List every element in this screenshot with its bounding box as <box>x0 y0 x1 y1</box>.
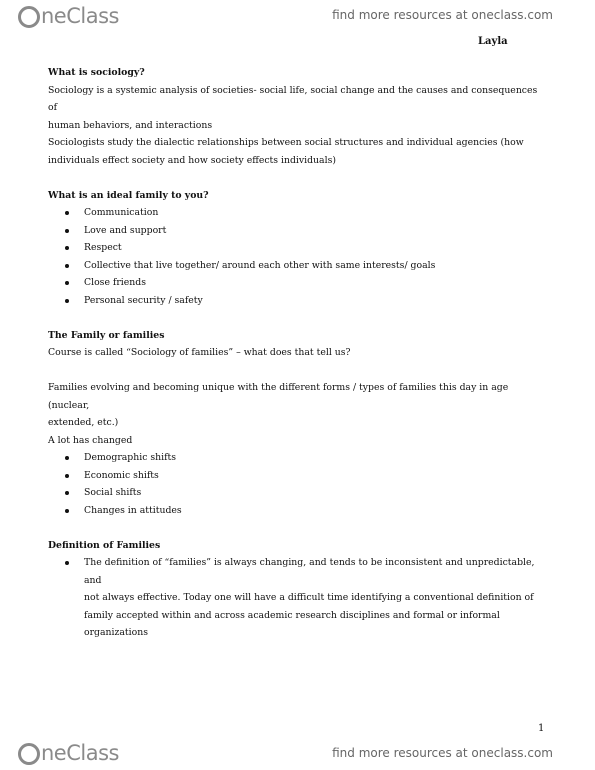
list-item: Changes in attitudes <box>48 502 548 520</box>
paragraph-line: extended, etc.) <box>48 417 119 428</box>
paragraph-line: Sociologists study the dialectic relationships between social structures and individual agencies (how <box>48 137 524 148</box>
page-number: 1 <box>538 723 545 734</box>
paragraph-line: Sociology is a systemic analysis of societies- social life, social change and the causes and consequences of <box>48 84 538 113</box>
section-heading: What is sociology? <box>48 67 145 78</box>
list-item: Personal security / safety <box>48 292 548 310</box>
section-heading: Definition of Families <box>48 539 161 551</box>
find-more-resources-link-footer[interactable]: find more resources at oneclass.com <box>332 746 553 760</box>
oneclass-logo[interactable] <box>18 3 119 29</box>
author-name: Layla <box>478 36 508 47</box>
list-item: Demographic shifts <box>48 449 548 467</box>
list-item: Love and support <box>48 222 548 240</box>
section-heading: The Family or families <box>48 329 165 341</box>
bullet-list <box>48 554 548 642</box>
section-heading: What is an ideal family to you? <box>48 189 209 201</box>
paragraph-line: family accepted within and across academic research disciplines and formal or informal <box>84 609 500 621</box>
list-item: Social shifts <box>48 484 548 502</box>
list-item: Collective that live together/ around each other with same interests/ goals <box>48 257 548 275</box>
list-item: Respect <box>48 239 548 257</box>
find-more-resources-link[interactable]: find more resources at oneclass.com <box>332 8 553 22</box>
paragraph-line: Families evolving and becoming unique with the different forms / types of families this day in age (nuclear, <box>48 382 509 411</box>
bullet-list <box>48 204 548 309</box>
list-item <box>48 554 548 642</box>
paragraph-line: A lot has changed <box>48 434 133 446</box>
paragraph-line: Course is called “Sociology of families” – what does that tell us? <box>48 347 351 358</box>
document-body <box>48 64 548 642</box>
paragraph-line: not always effective. Today one will have a difficult time identifying a conventional definition of <box>84 592 534 603</box>
logo-text: neClass <box>41 4 119 28</box>
oneclass-logo-icon <box>18 743 40 765</box>
list-item: Communication <box>48 204 548 222</box>
paragraph-line: The definition of “families” is always changing, and tends to be inconsistent and unpredictable, and <box>84 557 535 586</box>
list-item: Economic shifts <box>48 467 548 485</box>
bullet-list <box>48 449 548 519</box>
oneclass-logo-icon <box>18 6 40 28</box>
logo-text: neClass <box>41 741 119 765</box>
paragraph-line: organizations <box>84 627 149 638</box>
list-item: Close friends <box>48 274 548 292</box>
paragraph-line: human behaviors, and interactions <box>48 119 213 131</box>
paragraph-line: individuals effect society and how society effects individuals) <box>48 154 336 166</box>
oneclass-logo-footer[interactable] <box>18 740 119 766</box>
